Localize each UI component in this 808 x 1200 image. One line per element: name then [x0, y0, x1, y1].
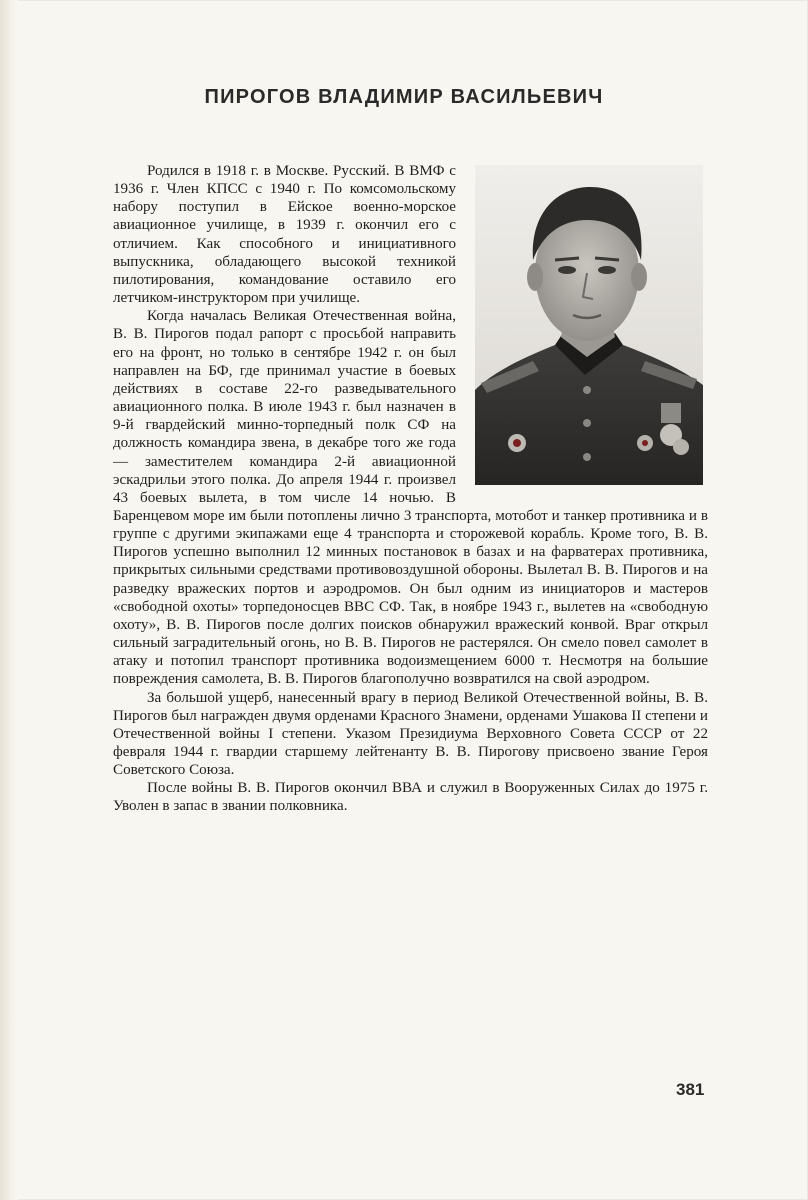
page-number: 381 [676, 1080, 705, 1099]
paragraph-after-war: После войны В. В. Пирогов окончил ВВА и служил в Вооруженных Силах до 1975 г. Уволен в запас в звании полковника. [113, 780, 708, 815]
paragraph-war-service: Когда началась Великая Отечественная война, В. В. Пирогов подал рапорт с просьбой направить его на фронт, но только в сентябре 1942 г. он был направлен на БФ, где принимал участие в боевых действиях в составе 22-го разведывательного авиационного полка. В июле 1943 г. был назначен в 9-й гвардейский минно-торпедный полк СФ на должность командира звена, в декабре того же года — заместителем командира 2-й авиационной эскадрильи этого полка. До апреля 1944 г. произвел 43 боевых вылета, в том числе 14 ночью. В Баренцевом море им были потоплены лично 3 транспорта, мотобот и танкер противника и в группе с другими экипажами еще 4 транспорта и сторожевой корабль. Кроме того, В. В. Пирогов успешно выполнил 12 минных постановок в базах и на фарватерах противника, прикрытых сильными средствами противовоздушной обороны. Вылетал В. В. Пирогов и на разведку вражеских портов и аэродромов. Он был одним из инициаторов и мастеров «свободной охоты» торпедоносцев ВВС СФ. Так, в ноябре 1943 г., вылетев на «свободную охоту», В. В. Пирогов после долгих поисков обнаружил вражеский конвой. Враг открыл сильный заградительный огонь, но В. В. Пирогов не растерялся. Он смело повел самолет в атаку и потопил транспорт противника водоизмещением 6000 т. Несмотря на большие повреждения самолета, В. В. Пирогов благополучно возвратился на свой аэродром. [113, 308, 708, 688]
page-binding-shadow [0, 0, 18, 1200]
paragraph-awards: За большой ущерб, нанесенный врагу в период Великой Отечественной войны, В. В. Пирогов был награжден двумя орденами Красного Знамени, орденами Ушакова II степени и Отечественной войны I степени. Указом Президиума Верховного Совета СССР от 22 февраля 1944 г. гвардии старшему лейтенанту В. В. Пирогову присвоено звание Героя Советского Союза. [113, 689, 708, 779]
biography-text [113, 162, 708, 816]
paragraph-birth: Родился в 1918 г. в Москве. Русский. В ВМФ с 1936 г. Член КПСС с 1940 г. По комсомольскому набору поступил в Ейское военно-морское авиационное училище, в 1939 г. окончил его с отличием. Как способного и инициативного выпускника, обладающего высокой техникой пилотирования, командование оставило его летчиком-инструктором при училище. [113, 163, 456, 307]
page-title: ПИРОГОВ ВЛАДИМИР ВАСИЛЬЕВИЧ [204, 86, 604, 108]
photo-text-wrap-spacer [456, 162, 708, 495]
